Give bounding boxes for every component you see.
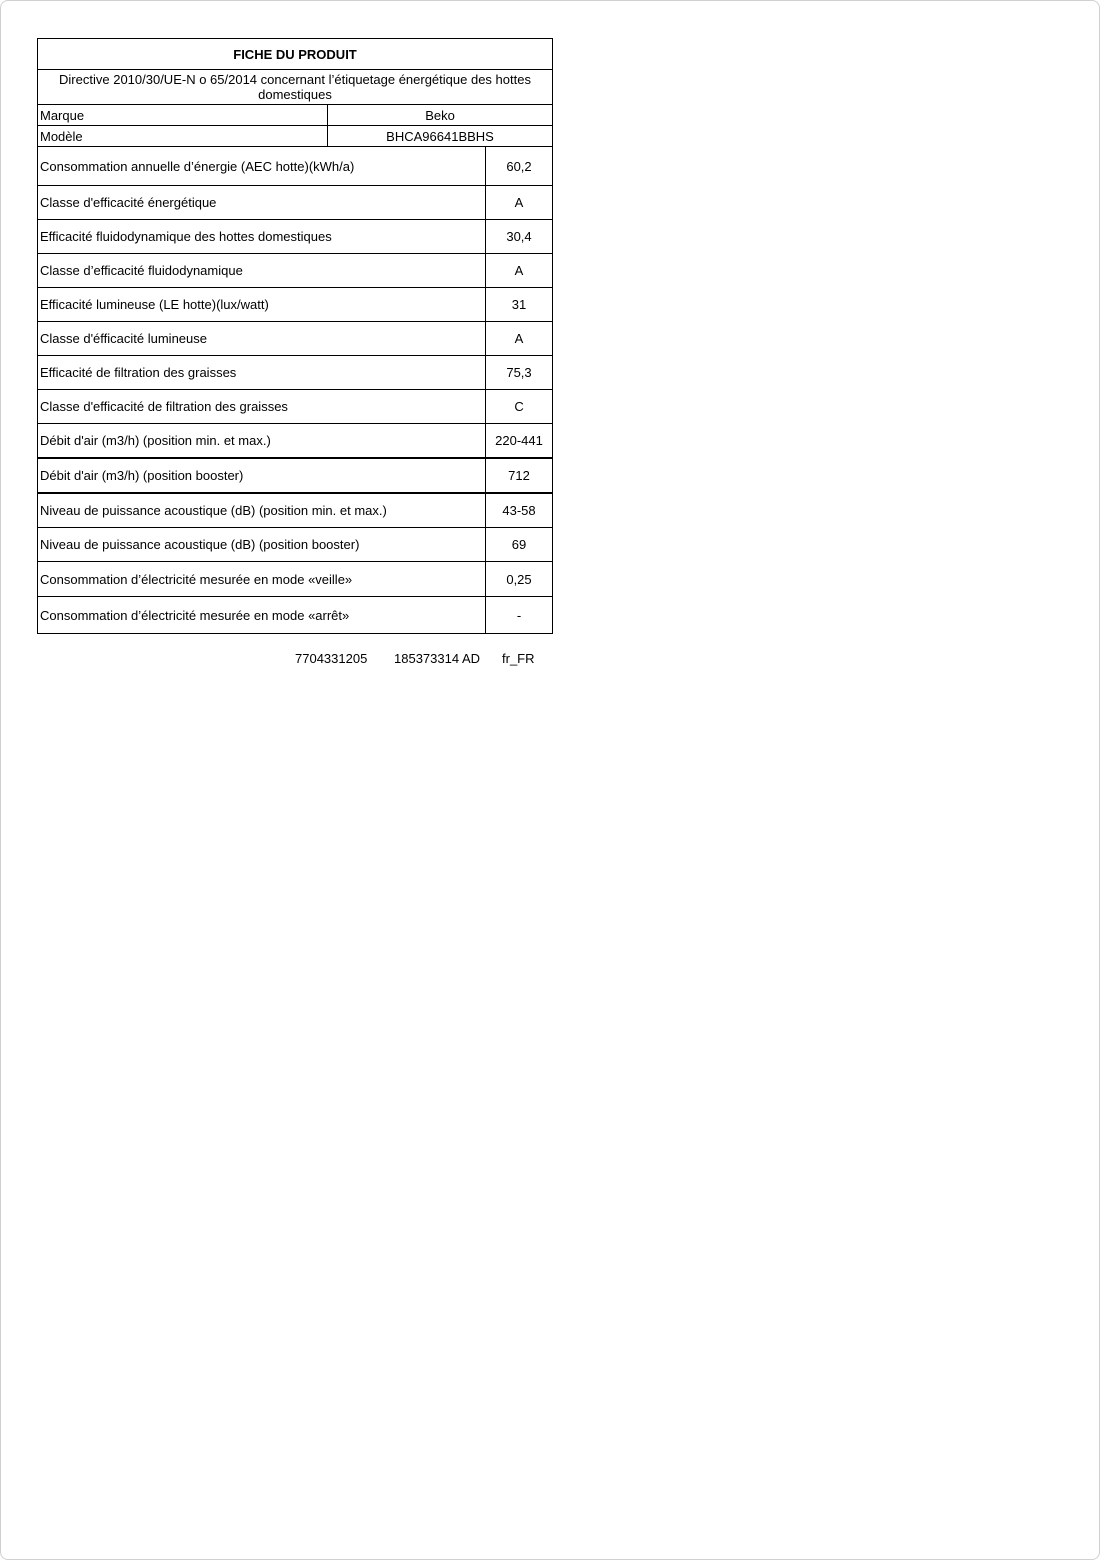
spec-label: Niveau de puissance acoustique (dB) (position min. et max.) (38, 493, 486, 528)
footer-doc-code: 185373314 AD (394, 651, 481, 666)
spec-row-airflow-booster (38, 458, 553, 493)
spec-value: - (486, 597, 553, 634)
brand-value: Beko (328, 105, 553, 126)
spec-row-grease-class (38, 390, 553, 424)
spec-row-noise-minmax (38, 493, 553, 528)
spec-label: Efficacité lumineuse (LE hotte)(lux/watt) (38, 288, 486, 322)
spec-row-energy-class (38, 186, 553, 220)
spec-value: 30,4 (486, 220, 553, 254)
spec-label: Classe d'éfficacité lumineuse (38, 322, 486, 356)
spec-label: Débit d'air (m3/h) (position min. et max.) (38, 424, 486, 459)
spec-label: Classe d'efficacité énergétique (38, 186, 486, 220)
spec-value: 31 (486, 288, 553, 322)
spec-value: 43-58 (486, 493, 553, 528)
spec-row-fluid-efficiency (38, 220, 553, 254)
brand-row (38, 105, 553, 126)
spec-value: 75,3 (486, 356, 553, 390)
spec-row-grease-efficiency (38, 356, 553, 390)
spec-row-light-efficiency (38, 288, 553, 322)
directive-text: Directive 2010/30/UE-N o 65/2014 concernant l’étiquetage énergétique des hottes domestiques (38, 70, 553, 105)
spec-row-annual-energy (38, 147, 553, 186)
model-label: Modèle (38, 126, 328, 147)
spec-value: 220-441 (486, 424, 553, 459)
spec-row-light-class (38, 322, 553, 356)
brand-label: Marque (38, 105, 328, 126)
spec-label: Efficacité de filtration des graisses (38, 356, 486, 390)
spec-value: 0,25 (486, 562, 553, 597)
spec-label: Classe d'efficacité de filtration des graisses (38, 390, 486, 424)
spec-value: 60,2 (486, 147, 553, 186)
spec-value: C (486, 390, 553, 424)
spec-row-off-power (38, 597, 553, 634)
footer-locale: fr_FR (502, 651, 535, 666)
footer-code: 7704331205 (295, 651, 368, 666)
spec-label: Consommation d’électricité mesurée en mode «veille» (38, 562, 486, 597)
fiche-table (37, 38, 553, 634)
spec-value: 712 (486, 458, 553, 493)
fiche-title: FICHE DU PRODUIT (38, 39, 553, 70)
spec-row-airflow-minmax (38, 424, 553, 459)
product-fiche (37, 38, 552, 666)
document-footer (37, 651, 552, 669)
model-row (38, 126, 553, 147)
spec-label: Classe d’efficacité fluidodynamique (38, 254, 486, 288)
spec-value: A (486, 186, 553, 220)
spec-row-fluid-class (38, 254, 553, 288)
spec-label: Niveau de puissance acoustique (dB) (position booster) (38, 528, 486, 562)
spec-value: A (486, 254, 553, 288)
spec-row-standby-power (38, 562, 553, 597)
spec-label: Débit d'air (m3/h) (position booster) (38, 458, 486, 493)
spec-label: Consommation d’électricité mesurée en mode «arrêt» (38, 597, 486, 634)
spec-row-noise-booster (38, 528, 553, 562)
spec-label: Efficacité fluidodynamique des hottes domestiques (38, 220, 486, 254)
model-value: BHCA96641BBHS (328, 126, 553, 147)
spec-value: 69 (486, 528, 553, 562)
spec-label: Consommation annuelle d’énergie (AEC hotte)(kWh/a) (38, 147, 486, 186)
spec-value: A (486, 322, 553, 356)
